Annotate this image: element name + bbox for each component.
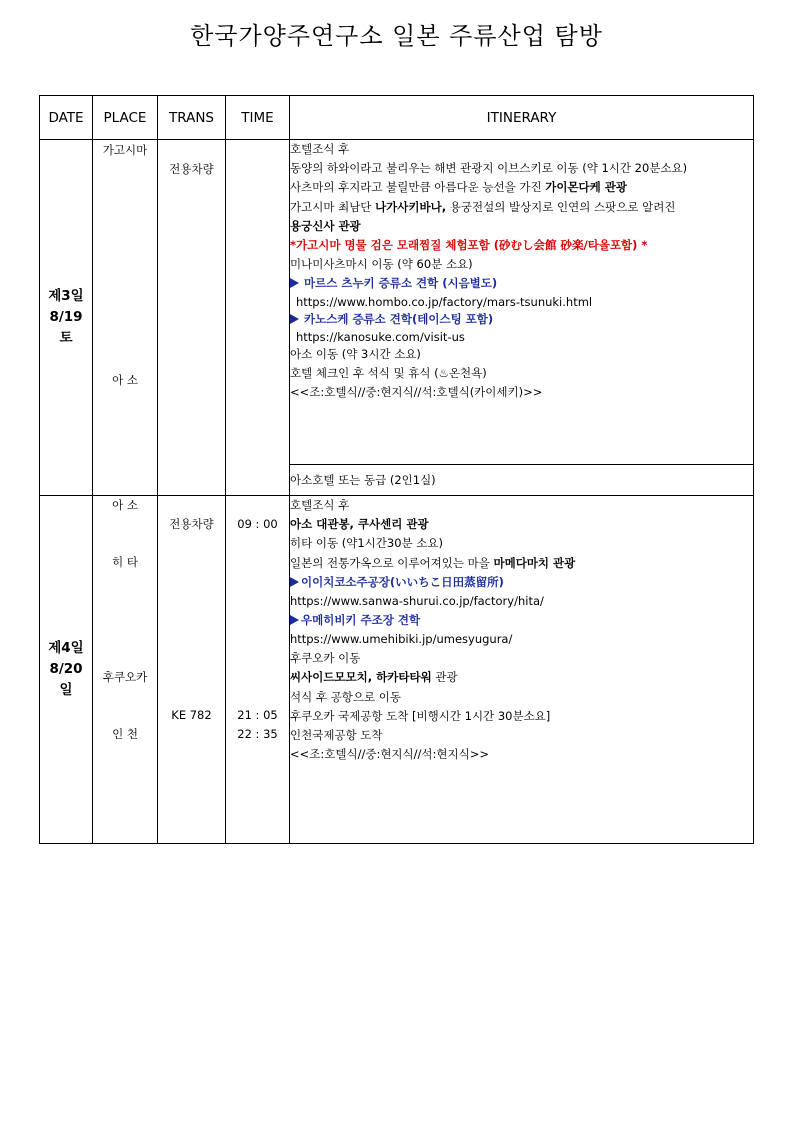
day3-line-14: <<조:호텔식//중:현지식//석:호텔식(카이세키)>> bbox=[290, 385, 543, 400]
day3-date: 8/19 bbox=[49, 309, 83, 325]
day3-line-2: 동양의 하와이라고 불리우는 해변 관광지 이브스키로 이동 (약 1시간 20분소요) bbox=[290, 161, 688, 176]
day3-date-cell bbox=[40, 140, 93, 496]
play-triangle-icon bbox=[290, 577, 299, 587]
day4-line-5 bbox=[290, 573, 753, 592]
day4-line-7 bbox=[290, 611, 753, 630]
day4-url-umehibiki[interactable]: https://www.umehibiki.jp/umesyugura/ bbox=[290, 632, 513, 647]
day4-line-2: 아소 대관봉, 쿠사센리 관광 bbox=[290, 517, 429, 532]
day3-place-aso: 아 소 bbox=[112, 373, 138, 387]
header-trans: TRANS bbox=[158, 96, 226, 140]
day4-flight: KE 782 bbox=[171, 708, 212, 722]
day4-line-4-text: 일본의 전통가옥으로 이루어져있는 마을 bbox=[290, 555, 494, 570]
play-triangle-icon bbox=[290, 278, 299, 288]
day4-line-11: 석식 후 공항으로 이동 bbox=[290, 689, 401, 704]
day4-line-3: 히타 이동 (약1시간30분 소요) bbox=[290, 536, 443, 551]
day3-line-4 bbox=[290, 198, 753, 217]
day3-time-cell bbox=[226, 140, 290, 496]
day3-place-cell bbox=[93, 140, 158, 496]
play-triangle-icon bbox=[290, 314, 299, 324]
day4-line-4 bbox=[290, 554, 753, 573]
day4-time-flight-arr: 22 : 35 bbox=[237, 727, 278, 741]
day4-trans-vehicle: 전용차량 bbox=[169, 517, 214, 531]
day3-mars-tsunuki: 마르스 츠누키 증류소 견학 (시음별도) bbox=[304, 276, 498, 291]
day3-line-4-text: 가고시마 최남단 bbox=[290, 199, 376, 214]
day3-place-kagoshima: 가고시마 bbox=[102, 143, 148, 157]
day3-day: 제3일 bbox=[48, 288, 84, 304]
day3-line-8 bbox=[290, 274, 753, 293]
day3-line-5: 용궁신사 관광 bbox=[290, 218, 361, 233]
day3-url-kanosuke[interactable]: https://kanosuke.com/visit-us bbox=[296, 329, 465, 344]
day4-time-cell bbox=[226, 496, 290, 844]
document-title: 한국가양주연구소 일본 주류산업 탐방 bbox=[190, 22, 603, 50]
header-row bbox=[40, 96, 754, 140]
day3-kanosuke: 카노스케 증류소 견학(테이스팅 포함) bbox=[304, 311, 494, 326]
day4-line-14: <<조:호텔식//중:현지식//석:현지식>> bbox=[290, 747, 489, 762]
day4-place-incheon: 인 천 bbox=[112, 727, 138, 741]
day4-itinerary-cell bbox=[290, 496, 754, 844]
day4-line-10-text: 관광 bbox=[431, 670, 458, 685]
day3-line-10 bbox=[290, 310, 753, 329]
day3-url-mars[interactable]: https://www.hombo.co.jp/factory/mars-tsunuki.html bbox=[296, 294, 593, 309]
day4-row bbox=[40, 496, 754, 844]
day4-line-13: 인천국제공항 도착 bbox=[290, 727, 383, 742]
day4-date-cell bbox=[40, 496, 93, 844]
day4-line-12: 후쿠오카 국제공항 도착 [비행시간 1시간 30분소요] bbox=[290, 708, 551, 723]
day4-line-9: 후쿠오카 이동 bbox=[290, 651, 361, 666]
day4-mamedamachi: 마메다마치 관광 bbox=[493, 555, 576, 570]
day4-weekday: 일 bbox=[59, 682, 73, 698]
day4-iichiko: 이이치코소주공장(いいちこ日田蒸留所) bbox=[301, 574, 504, 589]
day3-line-12: 아소 이동 (약 3시간 소요) bbox=[290, 346, 421, 361]
play-triangle-icon bbox=[290, 615, 299, 625]
day4-place-fukuoka: 후쿠오카 bbox=[102, 670, 148, 684]
day4-seaside-momochi: 씨사이드모모치, 하카타타워 bbox=[290, 670, 432, 685]
day3-nagasakibana: 나가사키바나, bbox=[375, 199, 447, 214]
day4-line-10 bbox=[290, 668, 753, 687]
day3-trans-cell bbox=[158, 140, 226, 496]
day4-trans-cell bbox=[158, 496, 226, 844]
day3-line-3 bbox=[290, 178, 753, 197]
day3-line-1: 호텔조식 후 bbox=[290, 142, 350, 156]
day3-itinerary-cell bbox=[290, 140, 754, 465]
day3-line-7: 미나미사츠마시 이동 (약 60분 소요) bbox=[290, 257, 473, 272]
day3-weekday: 토 bbox=[59, 330, 73, 346]
header-time: TIME bbox=[226, 96, 290, 140]
day3-trans: 전용차량 bbox=[169, 162, 214, 176]
header-place: PLACE bbox=[93, 96, 158, 140]
day4-umehibiki: 우메히비키 주조장 견학 bbox=[301, 612, 421, 627]
day3-row bbox=[40, 140, 754, 465]
day3-line-4-rest: 용궁전설의 발상지로 인연의 스팟으로 알려진 bbox=[446, 199, 676, 214]
day3-line-6: *가고시마 명물 검은 모래찜질 체험포함 (砂むし会館 砂楽/타올포함) * bbox=[290, 237, 648, 252]
day3-line-3-text: 사츠마의 후지라고 불릴만큼 아름다운 능선을 가진 bbox=[290, 180, 546, 195]
day4-place-aso: 아 소 bbox=[112, 498, 138, 512]
day3-kaimondake: 가이몬다케 관광 bbox=[545, 180, 628, 195]
day4-line-1: 호텔조식 후 bbox=[290, 498, 350, 512]
header-itinerary: ITINERARY bbox=[290, 96, 754, 140]
day4-day: 제4일 bbox=[48, 640, 84, 656]
day4-place-cell bbox=[93, 496, 158, 844]
day4-url-sanwa[interactable]: https://www.sanwa-shurui.co.jp/factory/hita/ bbox=[290, 593, 544, 608]
day3-line-13: 호텔 체크인 후 석식 및 휴식 (♨온천욕) bbox=[290, 365, 487, 380]
day4-date: 8/20 bbox=[49, 661, 83, 677]
day4-time-flight-dep: 21 : 05 bbox=[237, 708, 278, 722]
itinerary-table bbox=[39, 95, 754, 844]
header-date: DATE bbox=[40, 96, 93, 140]
day4-time-depart: 09 : 00 bbox=[237, 517, 278, 531]
day3-hotel: 아소호텔 또는 동급 (2인1실) bbox=[290, 465, 754, 496]
day4-place-hita: 히 타 bbox=[112, 555, 138, 569]
